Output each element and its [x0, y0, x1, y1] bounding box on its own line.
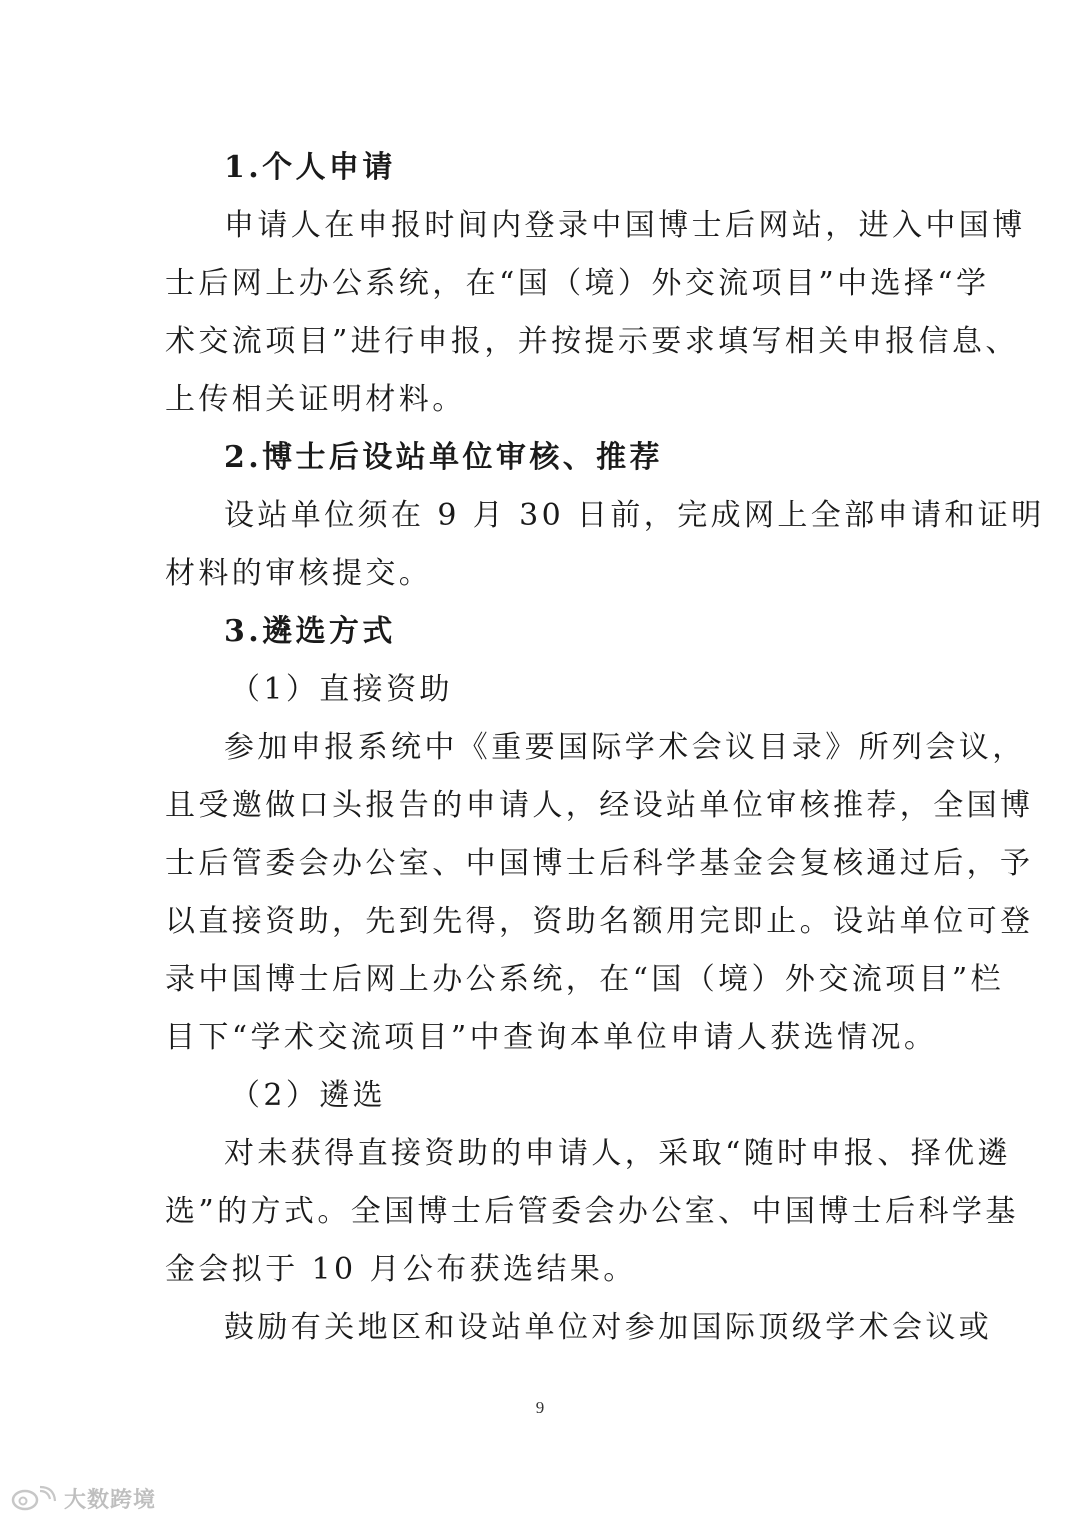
section-1-line: 术交流项目”进行申报，并按提示要求填写相关申报信息、	[165, 324, 1019, 359]
section-3-sub1-line: 录中国博士后网上办公系统，在“国（境）外交流项目”栏	[165, 962, 1005, 997]
section-3-sub2-line: 选”的方式。全国博士后管委会办公室、中国博士后科学基	[165, 1194, 1019, 1229]
section-3-sub2-line: 金会拟于 10 月公布获选结果。	[165, 1252, 637, 1287]
section-3-heading: 3.遴选方式	[224, 614, 396, 649]
section-1-heading: 1.个人申请	[224, 150, 396, 185]
section-3-sub1-line: 以直接资助，先到先得，资助名额用完即止。设站单位可登	[165, 904, 1034, 939]
section-2-heading: 2.博士后设站单位审核、推荐	[224, 440, 663, 475]
closing-line: 鼓励有关地区和设站单位对参加国际顶级学术会议或	[224, 1310, 993, 1345]
section-1-line: 士后网上办公系统，在“国（境）外交流项目”中选择“学	[165, 266, 990, 301]
section-3-subheading-2: （2）遴选	[230, 1078, 387, 1113]
section-3-sub1-line: 士后管委会办公室、中国博士后科学基金会复核通过后，予	[165, 846, 1034, 881]
weibo-style-logo-icon	[10, 1485, 58, 1511]
watermark	[10, 1483, 156, 1513]
section-3-sub2-line: 对未获得直接资助的申请人，采取“随时申报、择优遴	[224, 1136, 1011, 1171]
section-2-line: 材料的审核提交。	[165, 556, 433, 591]
section-3-sub1-line: 参加申报系统中《重要国际学术会议目录》所列会议，	[224, 730, 1026, 765]
section-3-sub1-line: 且受邀做口头报告的申请人，经设站单位审核推荐，全国博	[165, 788, 1034, 823]
section-1-line: 申请人在申报时间内登录中国博士后网站，进入中国博	[224, 208, 1026, 243]
page-number: 9	[535, 1398, 545, 1417]
section-1-line: 上传相关证明材料。	[165, 382, 466, 417]
watermark-text: 大数跨境	[64, 1487, 157, 1513]
section-2-line: 设站单位须在 9 月 30 日前，完成网上全部申请和证明	[224, 498, 1045, 533]
section-3-subheading-1: （1）直接资助	[230, 672, 453, 707]
section-3-sub1-line: 目下“学术交流项目”中查询本单位申请人获选情况。	[165, 1020, 938, 1055]
